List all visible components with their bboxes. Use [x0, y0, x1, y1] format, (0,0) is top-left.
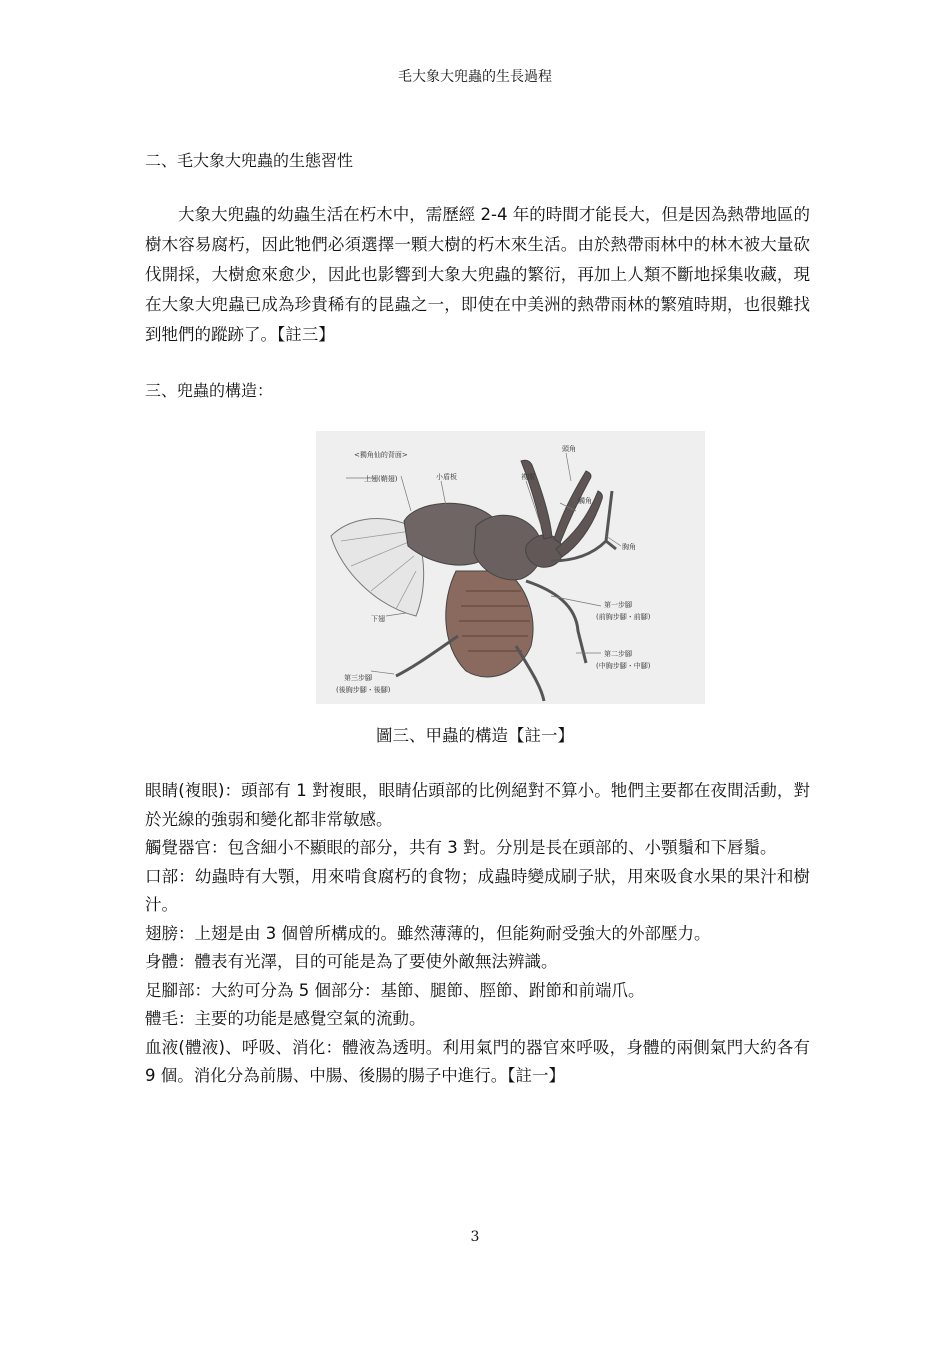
label-chest-horn: 胸角: [622, 543, 636, 551]
label-lower-wing: 下翅: [371, 615, 385, 623]
label-leg2: 第二步腳: [604, 650, 632, 658]
label-leg2-sub: (中胸步腳・中腳): [596, 662, 651, 670]
label-antenna: 觸角: [578, 497, 592, 505]
list-item-blood: 血液(體液)、呼吸、消化：體液為透明。利用氣門的器官來呼吸，身體的兩側氣門大約各有 9 個。消化分為前腸、中腸、後腸的腸子中進行。【註一】: [145, 1037, 810, 1085]
section-heading-structure: 三、兜蟲的構造：: [145, 381, 274, 400]
figure-caption: 圖三、甲蟲的構造【註一】: [376, 726, 574, 745]
beetle-illustration: [316, 431, 705, 704]
label-leg3: 第三步腳: [344, 674, 372, 682]
label-leg1-sub: (前胸步腳・前腳): [596, 613, 651, 621]
beetle-structure-figure: [316, 431, 705, 704]
list-item-wings: 翅膀：上翅是由 3 個曾所構成的。雖然薄薄的，但能夠耐受強大的外部壓力。: [145, 923, 711, 943]
label-head-horn: 頭角: [562, 445, 576, 453]
label-upper-wing: 上翅(鞘翅): [364, 475, 398, 483]
abdomen-shape: [446, 571, 533, 677]
label-leg3-sub: (後胸步腳・後腳): [336, 686, 391, 694]
label-compound-eye: 複眼: [521, 473, 535, 481]
list-item-body: 身體：體表有光澤，目的可能是為了要使外敵無法辨識。: [145, 952, 558, 971]
label-back-view: <獨角仙的背面>: [354, 451, 408, 459]
hind-leg-left: [396, 636, 458, 676]
middle-leg: [526, 581, 586, 663]
section-heading-ecology: 二、毛大象大兜蟲的生態習性: [145, 151, 354, 170]
list-item-senses: 觸覺器官：包含細小不顯眼的部分，共有 3 對。分別是長在頭部的、小顎鬚和下唇鬚。: [145, 838, 777, 857]
label-leg1: 第一步腳: [604, 601, 632, 609]
structure-list: [145, 777, 810, 1091]
list-item-mouth: 口部：幼蟲時有大顎，用來啃食腐朽的食物；成蟲時變成刷子狀，用來吸食水果的果汁和樹汁。: [145, 866, 810, 914]
list-item-legs: 足腳部：大約可分為 5 個部分：基節、腿節、脛節、跗節和前端爪。: [145, 980, 645, 1000]
hind-leg-right: [516, 646, 544, 701]
list-item-hair: 體毛：主要的功能是感覺空氣的流動。: [145, 1009, 426, 1028]
page-number: 3: [470, 1229, 480, 1245]
ecology-paragraph: 大象大兜蟲的幼蟲生活在朽木中，需歷經 2-4 年的時間才能長大，但是因為熱帶地區的樹木容易腐朽，因此牠們必須選擇一顆大樹的朽木來生活。由於熱帶雨林中的林木被大量砍伐開採，大樹愈來愈少，因此也影響到大象大兜蟲的繁衍，再加上人類不斷地採集收藏，現在大象大兜蟲已成為珍貴稀有的昆蟲之一，即使在中美洲的熱帶雨林的繁殖時期，也很難找到牠們的蹤跡了。【註三】: [145, 205, 810, 344]
label-scutellum: 小盾板: [436, 473, 457, 481]
page-header: 毛大象大兜蟲的生長過程: [398, 69, 552, 85]
list-item-eyes: 眼睛(複眼)：頭部有 1 對複眼，眼睛佔頭部的比例絕對不算小。牠們主要都在夜間活動，對於光線的強弱和變化都非常敏感。: [145, 781, 810, 829]
